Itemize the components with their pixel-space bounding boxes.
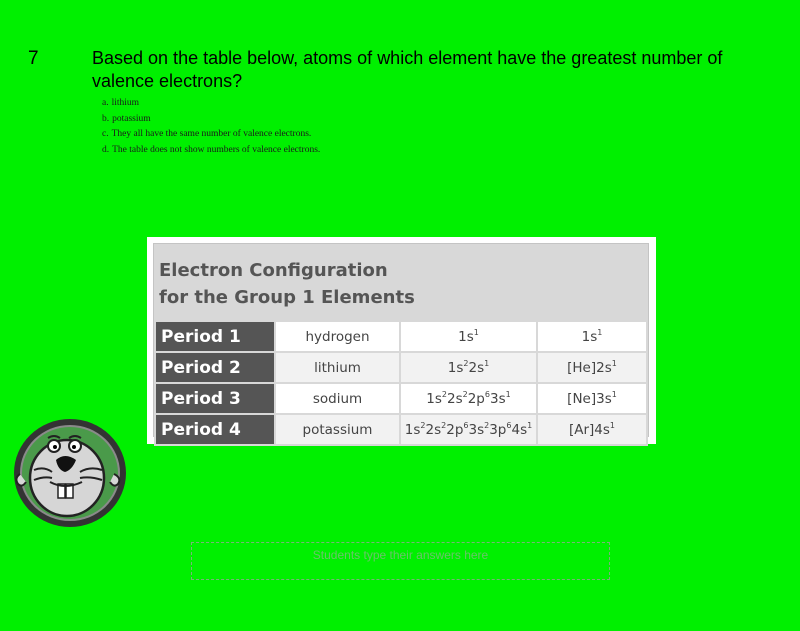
element-name: potassium bbox=[275, 414, 400, 445]
table-title-line1: Electron Configuration bbox=[159, 260, 388, 281]
choice-letter: a. bbox=[102, 98, 109, 108]
table-title-line2: for the Group 1 Elements bbox=[159, 287, 415, 308]
choice-b bbox=[102, 112, 320, 128]
full-configuration: $1s^22s^22p^63s^23p^64s^1$ bbox=[400, 414, 537, 445]
noble-gas-configuration: $[Ar]4s^1$ bbox=[537, 414, 647, 445]
question-number: 7 bbox=[28, 48, 39, 69]
choice-text: They all have the same number of valence electrons. bbox=[111, 129, 312, 139]
choice-letter: d. bbox=[102, 144, 110, 155]
choice-a bbox=[102, 96, 320, 112]
config-table bbox=[154, 320, 648, 446]
choice-letter: b. bbox=[102, 113, 110, 124]
element-name: sodium bbox=[275, 383, 400, 414]
choice-letter: c. bbox=[102, 129, 109, 139]
answer-input[interactable]: Students type their answers here bbox=[191, 542, 610, 580]
choice-text: The table does not show numbers of valence electrons. bbox=[112, 144, 321, 155]
noble-gas-configuration: $[He]2s^1$ bbox=[537, 352, 647, 383]
period-label: Period 3 bbox=[155, 383, 275, 414]
choice-c bbox=[102, 127, 320, 143]
question-text: Based on the table below, atoms of which element have the greatest number of valence electrons? bbox=[92, 48, 723, 91]
period-label: Period 2 bbox=[155, 352, 275, 383]
electron-config-table-image bbox=[147, 237, 656, 444]
element-name: hydrogen bbox=[275, 321, 400, 352]
table-title bbox=[154, 244, 648, 320]
period-label: Period 4 bbox=[155, 414, 275, 445]
table-row bbox=[155, 352, 647, 383]
full-configuration: $1s^1$ bbox=[400, 321, 537, 352]
table-row bbox=[155, 321, 647, 352]
beaver-mascot-icon bbox=[10, 416, 128, 530]
choice-d bbox=[102, 143, 320, 159]
period-label: Period 1 bbox=[155, 321, 275, 352]
table-row bbox=[155, 383, 647, 414]
choice-text: lithium bbox=[111, 98, 140, 108]
noble-gas-configuration: $[Ne]3s^1$ bbox=[537, 383, 647, 414]
noble-gas-configuration: $1s^1$ bbox=[537, 321, 647, 352]
full-configuration: $1s^22s^1$ bbox=[400, 352, 537, 383]
table-body bbox=[153, 243, 649, 440]
choice-text: potassium bbox=[112, 113, 151, 124]
full-configuration: $1s^22s^22p^63s^1$ bbox=[400, 383, 537, 414]
element-name: lithium bbox=[275, 352, 400, 383]
table-row bbox=[155, 414, 647, 445]
answer-choices bbox=[102, 96, 320, 158]
